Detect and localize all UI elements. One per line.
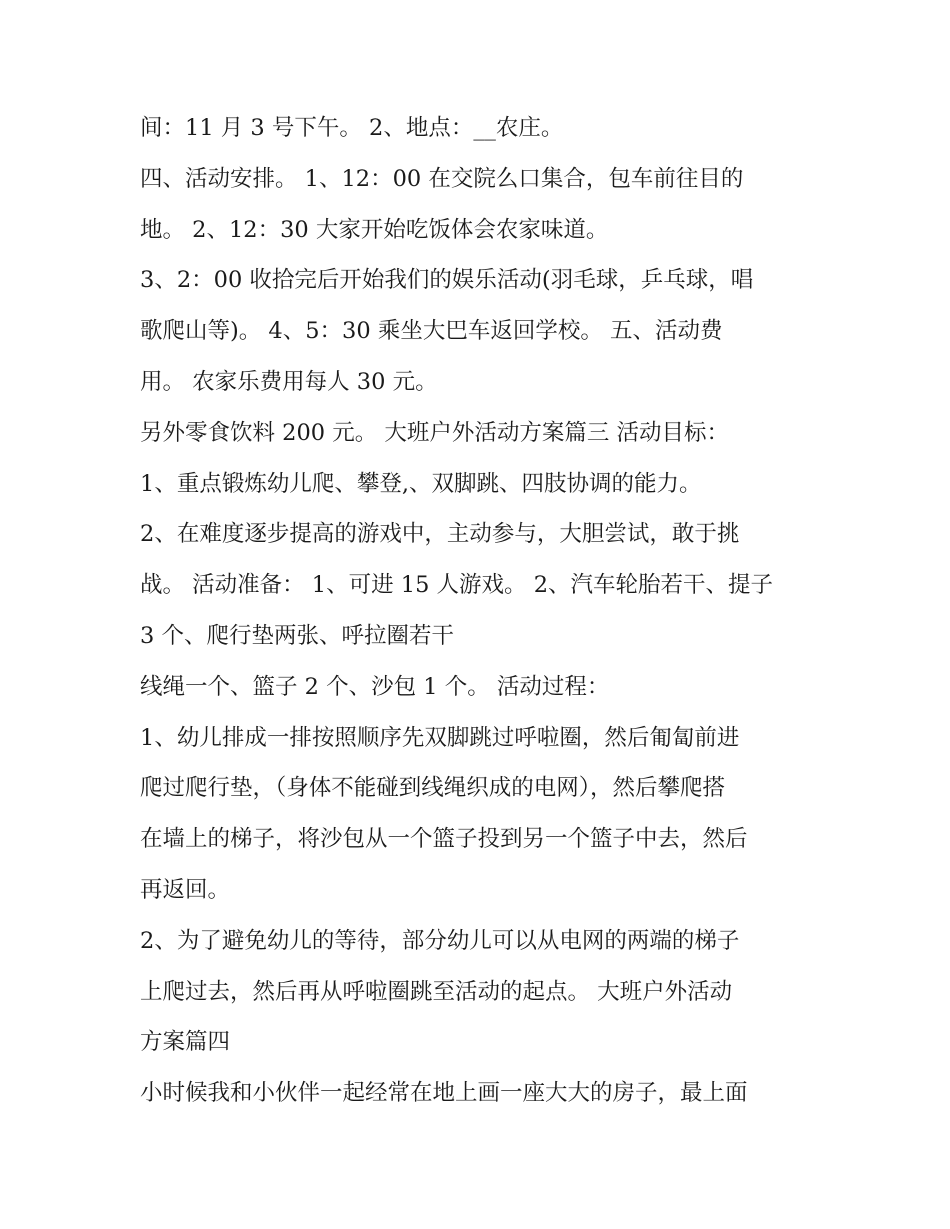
body-text <box>140 103 830 1119</box>
text-line: 方案篇四 <box>140 1029 231 1056</box>
text-line: 线绳一个、篮子 2 个、沙包 1 个。 活动过程： <box>140 673 610 700</box>
text-line: 四、活动安排。 1、12：00 在交院么口集合，包车前往目的 <box>140 165 744 192</box>
text-line: 3、2：00 收拾完后开始我们的娱乐活动(羽毛球，乒乓球，唱 <box>140 267 754 294</box>
text-line: 小时候我和小伙伴一起经常在地上画一座大大的房子，最上面 <box>140 1080 748 1107</box>
text-line: 1、重点锻炼幼儿爬、攀登,、双脚跳、四肢协调的能力。 <box>140 470 702 497</box>
text-line: 歌爬山等)。 4、5：30 乘坐大巴车返回学校。 五、活动费 <box>140 318 723 345</box>
text-line: 3 个、爬行垫两张、呼拉圈若干 <box>140 622 454 649</box>
text-line: 战。 活动准备： 1、可进 15 人游戏。 2、汽车轮胎若干、提子 <box>140 572 774 599</box>
text-line: 爬过爬行垫，（身体不能碰到线绳织成的电网），然后攀爬搭 <box>140 775 726 802</box>
text-line: 2、在难度逐步提高的游戏中，主动参与，大胆尝试，敢于挑 <box>140 521 740 548</box>
text-line: 再返回。 <box>140 876 231 903</box>
text-line: 另外零食饮料 200 元。 大班户外活动方案篇三 活动目标： <box>140 419 730 446</box>
text-line: 在墙上的梯子，将沙包从一个篮子投到另一个篮子中去，然后 <box>140 826 748 853</box>
text-line: 用。 农家乐费用每人 30 元。 <box>140 368 438 395</box>
text-line: 地。 2、12：30 大家开始吃饭体会农家味道。 <box>140 216 609 243</box>
text-line: 间：11 月 3 号下午。 2、地点：__农庄。 <box>140 115 564 141</box>
text-line: 2、为了避免幼儿的等待，部分幼儿可以从电网的两端的梯子 <box>140 927 740 954</box>
text-line: 1、幼儿排成一排按照顺序先双脚跳过呼啦圈，然后匍匐前进 <box>140 724 740 751</box>
text-line: 上爬过去，然后再从呼啦圈跳至活动的起点。 大班户外活动 <box>140 978 733 1005</box>
